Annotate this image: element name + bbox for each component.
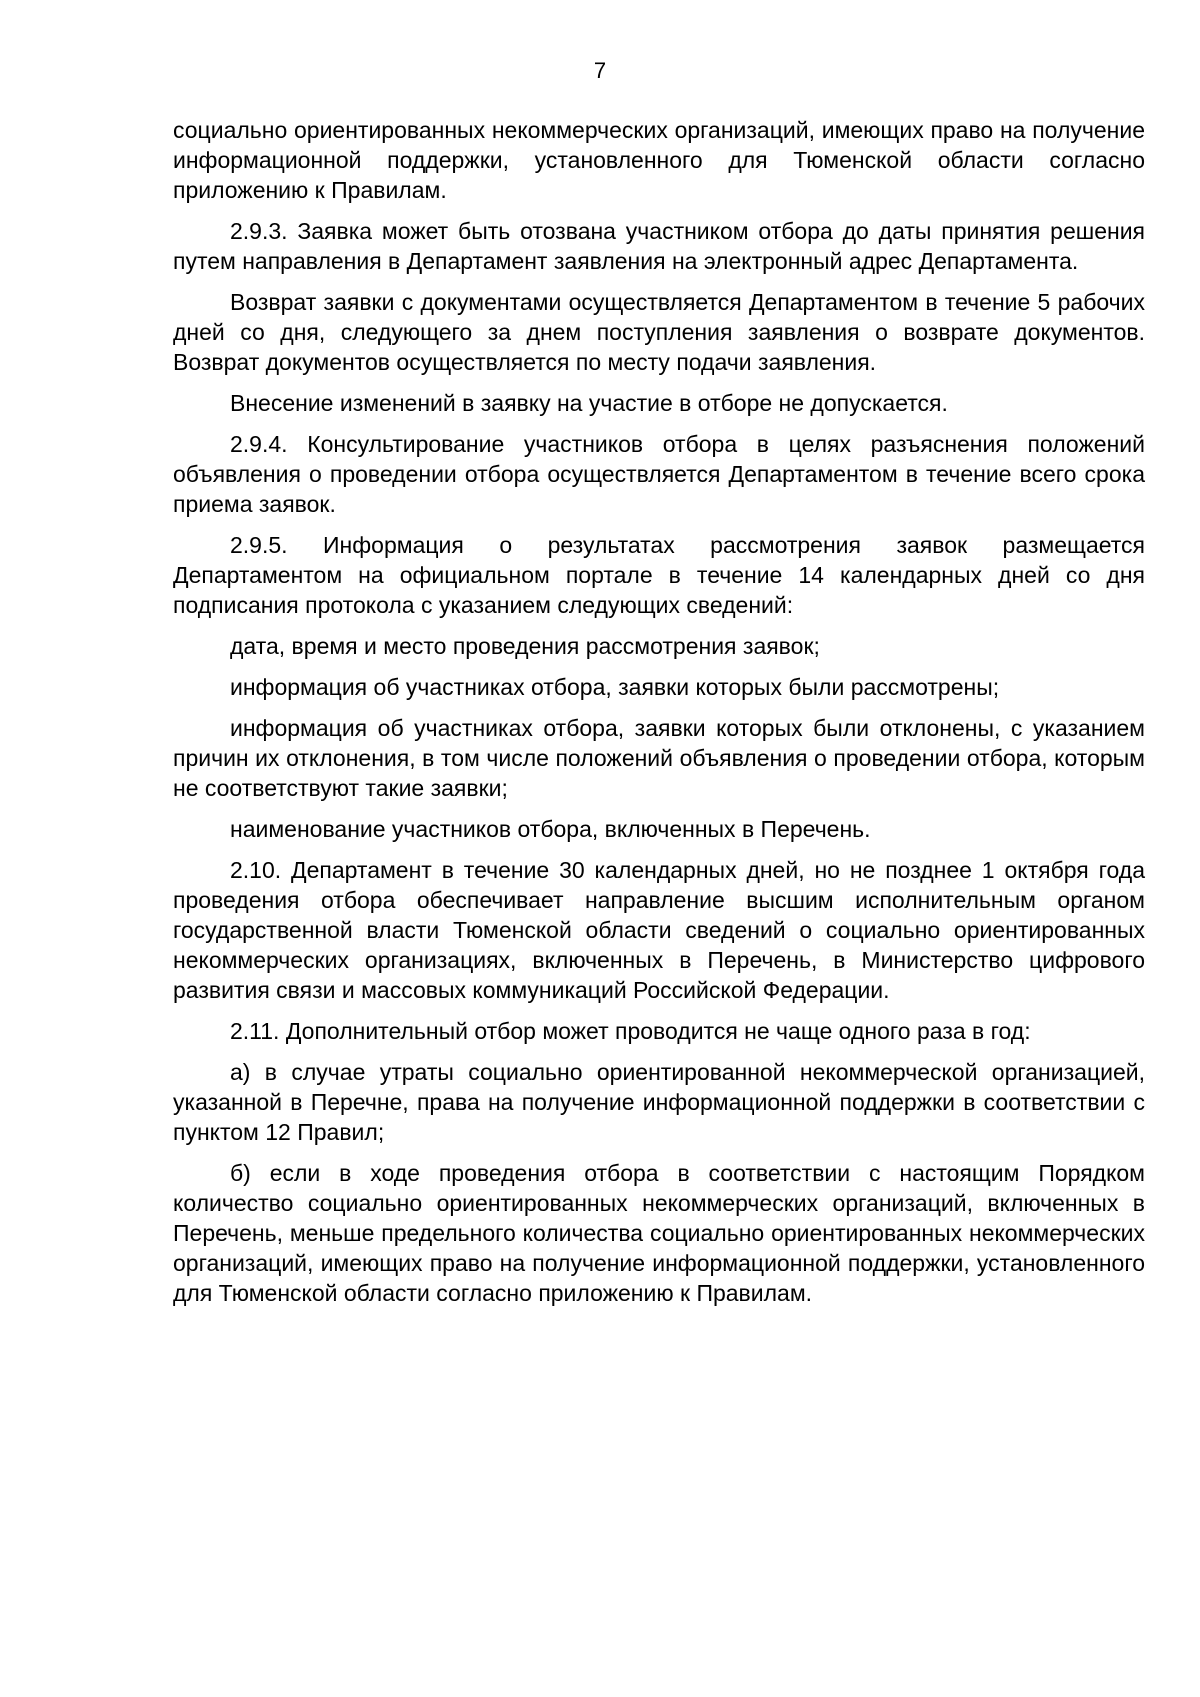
list-item-a: а) в случае утраты социально ориентированной некоммерческой организацией, указанной в Перечне, права на получение информационной поддержки в соответствии с пунктом 12 Правил;: [173, 1059, 1145, 1145]
paragraph-2-9-3: 2.9.3. Заявка может быть отозвана участником отбора до даты принятия решения путем направления в Департамент заявления на электронный адрес Департамента.: [173, 218, 1145, 274]
paragraph-2-11: 2.11. Дополнительный отбор может проводится не чаще одного раза в год:: [230, 1018, 1031, 1044]
list-item-included-participants: наименование участников отбора, включенных в Перечень.: [230, 816, 871, 842]
paragraph-2-9-4: 2.9.4. Консультирование участников отбора в целях разъяснения положений объявления о проведении отбора осуществляется Департаментом в течение всего срока приема заявок.: [173, 431, 1145, 517]
paragraph-no-changes: Внесение изменений в заявку на участие в отборе не допускается.: [230, 390, 948, 416]
paragraph-continuation: социально ориентированных некоммерческих организаций, имеющих право на получение информационной поддержки, установленного для Тюменской области согласно приложению к Правилам.: [173, 117, 1145, 203]
page-number: 7: [593, 58, 607, 83]
paragraph-2-9-5: 2.9.5. Информация о результатах рассмотрения заявок размещается Департаментом на официальном портале в течение 14 календарных дней со дня подписания протокола с указанием следующих сведений:: [173, 532, 1145, 618]
paragraph-return-of-application: Возврат заявки с документами осуществляется Департаментом в течение 5 рабочих дней со дня, следующего за днем поступления заявления о возврате документов. Возврат документов осуществляется по месту подачи заявления.: [173, 289, 1145, 375]
list-item-b: б) если в ходе проведения отбора в соответствии с настоящим Порядком количество социально ориентированных некоммерческих организаций, включенных в Перечень, меньше предельного количества социально ориентированных некоммерческих организаций, имеющих право на получение информационной поддержки, установленного для Тюменской области согласно приложению к Правилам.: [173, 1160, 1145, 1306]
list-item-date-time-place: дата, время и место проведения рассмотрения заявок;: [230, 633, 820, 659]
paragraph-2-10: 2.10. Департамент в течение 30 календарных дней, но не позднее 1 октября года проведения отбора обеспечивает направление высшим исполнительным органом государственной власти Тюменской области сведений о социально ориентированных некоммерческих организациях, включенных в Перечень, в Министерство цифрового развития связи и массовых коммуникаций Российской Федерации.: [173, 857, 1145, 1003]
list-item-rejected-participants: информация об участниках отбора, заявки которых были отклонены, с указанием причин их отклонения, в том числе положений объявления о проведении отбора, которым не соответствуют такие заявки;: [173, 715, 1145, 801]
document-body: [173, 115, 1145, 1319]
list-item-reviewed-participants: информация об участниках отбора, заявки которых были рассмотрены;: [230, 674, 1000, 700]
